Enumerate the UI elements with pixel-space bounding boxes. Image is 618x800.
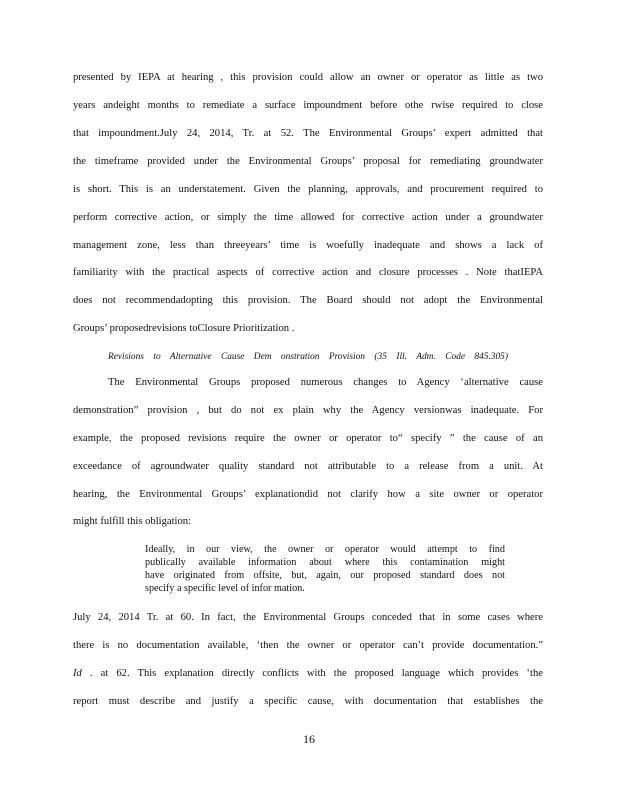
body-line-with-citation: [73, 667, 543, 681]
body-line: familiarity with the practical aspects of corrective action and closure processes . Note thatIEPA: [73, 267, 543, 278]
body-line: exceedance of agroundwater quality standard not attributable to a release from a unit. At: [73, 461, 543, 472]
body-line: Groups’ proposedrevisions toClosure Prioritization .: [73, 323, 295, 334]
block-quote-line: have originated from offsite, but, again, our proposed standard does not: [145, 570, 505, 581]
block-quote-line: Ideally, in our view, the owner or operator would attempt to find: [145, 544, 505, 555]
body-line: perform corrective action, or simply the time allowed for corrective action under a groundwater: [73, 212, 543, 223]
body-line: hearing, the Environmental Groups’ explanationdid not clarify how a site owner or operator: [73, 489, 543, 500]
id-citation: Id: [73, 668, 82, 679]
body-line: The Environmental Groups proposed numerous changes to Agency ‘alternative cause: [108, 377, 543, 388]
body-line: does not recommendadopting this provision. The Board should not adopt the Environmental: [73, 295, 543, 306]
block-quote-line: specify a specific level of infor mation.: [145, 583, 305, 594]
body-line: that impoundment.July 24, 2014, Tr. at 52. The Environmental Groups’ expert admitted that: [73, 128, 543, 139]
body-line: example, the proposed revisions require the owner or operator to“ specify ” the cause of an: [73, 433, 543, 444]
body-line: might fulfill this obligation:: [73, 516, 192, 527]
body-line: report must describe and justify a specific cause, with documentation that establishes the: [73, 696, 543, 707]
body-line-text: . at 62. This explanation directly conflicts with the proposed language which provides ‘the: [81, 668, 543, 679]
body-line: the timeframe provided under the Environmental Groups’ proposal for remediating groundwater: [73, 156, 543, 167]
block-quote-line: publically available information about where this contamination might: [145, 557, 505, 568]
body-line: presented by IEPA at hearing , this provision could allow an owner or operator as little as two: [73, 72, 543, 83]
body-line: July 24, 2014 Tr. at 60. In fact, the Environmental Groups conceded that in some cases where: [73, 612, 543, 623]
body-line: demonstration” provision , but do not ex plain why the Agency versionwas inadequate. For: [73, 405, 543, 416]
body-line: years andeight months to remediate a surface impoundment before othe rwise required to close: [73, 100, 543, 111]
section-heading: Revisions to Alternative Cause Dem onstration Provision (35 Ill. Adm. Code 845.305): [108, 352, 508, 362]
body-line: is short. This is an understatement. Given the planning, approvals, and procurement required to: [73, 184, 543, 195]
body-line: there is no documentation available, ‘then the owner or operator can’t provide documentation.”: [73, 640, 543, 651]
body-line: management zone, less than threeyears’ time is woefully inadequate and shows a lack of: [73, 240, 543, 251]
page-number: 16: [303, 732, 315, 746]
